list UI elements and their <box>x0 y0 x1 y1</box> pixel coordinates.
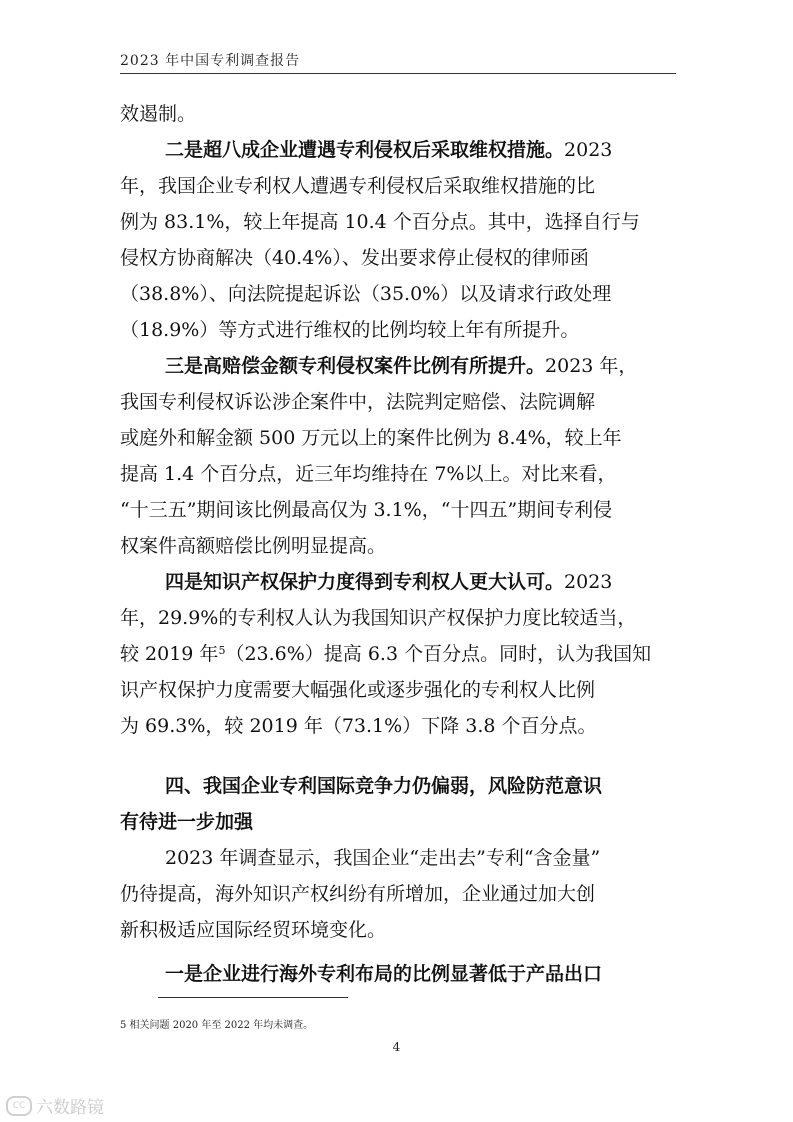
paragraph-line: 为 69.3%，较 2019 年（73.1%）下降 3.8 个百分点。 <box>120 715 597 737</box>
running-header: 2023 年中国专利调查报告 <box>120 53 301 69</box>
paragraph-line: 一是企业进行海外专利布局的比例显著低于产品出口 <box>165 963 603 985</box>
page-number: 4 <box>392 1040 401 1054</box>
paragraph-line: 年，我国企业专利权人遭遇专利侵权后采取维权措施的比 <box>120 175 596 197</box>
text-run: 较 2019 年 <box>120 643 219 665</box>
footnote-divider <box>158 997 348 998</box>
section-heading: 有待进一步加强 <box>120 811 254 833</box>
bold-lead: 四是知识产权保护力度得到专利权人更大认可。 <box>165 571 565 593</box>
paragraph-line: 年，29.9%的专利权人认为我国知识产权保护力度比较适当， <box>120 607 637 629</box>
bold-lead: 三是高赔偿金额专利侵权案件比例有所提升。 <box>165 355 546 377</box>
paragraph-line: 权案件高额赔偿比例明显提高。 <box>120 535 387 557</box>
paragraph-line <box>120 348 680 384</box>
document-body <box>120 96 680 992</box>
paragraph-line: （18.9%）等方式进行维权的比例均较上年有所提升。 <box>120 319 580 341</box>
paragraph-line: 效遏制。 <box>120 103 197 125</box>
footnote: 5 相关问题 2020 年至 2022 年均未调查。 <box>120 1020 314 1031</box>
bold-lead: 二是超八成企业遭遇专利侵权后采取维权措施。 <box>165 139 565 161</box>
paragraph-line: 2023 年调查显示，我国企业“走出去”专利“含金量” <box>165 847 601 869</box>
text-run: （23.6%）提高 6.3 个百分点。同时，认为我国知 <box>225 643 652 665</box>
footnote-marker: 5 <box>218 644 226 657</box>
text-run: 2023 <box>564 139 613 161</box>
paragraph-line: 例为 83.1%，较上年提高 10.4 个百分点。其中，选择自行与 <box>120 211 640 233</box>
paragraph-line <box>120 636 680 672</box>
paragraph-line: 新积极适应国际经贸环境变化。 <box>120 919 387 941</box>
paragraph-line: 提高 1.4 个百分点，近三年均维持在 7%以上。对比来看， <box>120 463 617 485</box>
text-run: 2023 年， <box>545 355 638 377</box>
section-heading: 四、我国企业专利国际竞争力仍偏弱，风险防范意识 <box>165 775 603 797</box>
paragraph-line <box>120 564 680 600</box>
paragraph-line: （38.8%）、向法院提起诉讼（35.0%）以及请求行政处理 <box>120 283 612 305</box>
text-run: 2023 <box>564 571 613 593</box>
paragraph-line <box>120 132 680 168</box>
watermark-logo-icon: CC <box>6 1096 32 1116</box>
paragraph-line: 仍待提高，海外知识产权纠纷有所增加，企业通过加大创 <box>120 883 596 905</box>
watermark-text: 六数路镜 <box>36 1098 104 1118</box>
paragraph-line: “十三五”期间该比例最高仅为 3.1%，“十四五”期间专利侵 <box>120 499 613 521</box>
paragraph-line: 侵权方协商解决（40.4%）、发出要求停止侵权的律师函 <box>120 247 589 269</box>
watermark <box>6 1093 104 1118</box>
paragraph-line: 或庭外和解金额 500 万元以上的案件比例为 8.4%，较上年 <box>120 427 622 449</box>
paragraph-line: 识产权保护力度需要大幅强化或逐步强化的专利权人比例 <box>120 679 596 701</box>
header-divider <box>120 73 676 74</box>
paragraph-line: 我国专利侵权诉讼涉企案件中，法院判定赔偿、法院调解 <box>120 391 596 413</box>
